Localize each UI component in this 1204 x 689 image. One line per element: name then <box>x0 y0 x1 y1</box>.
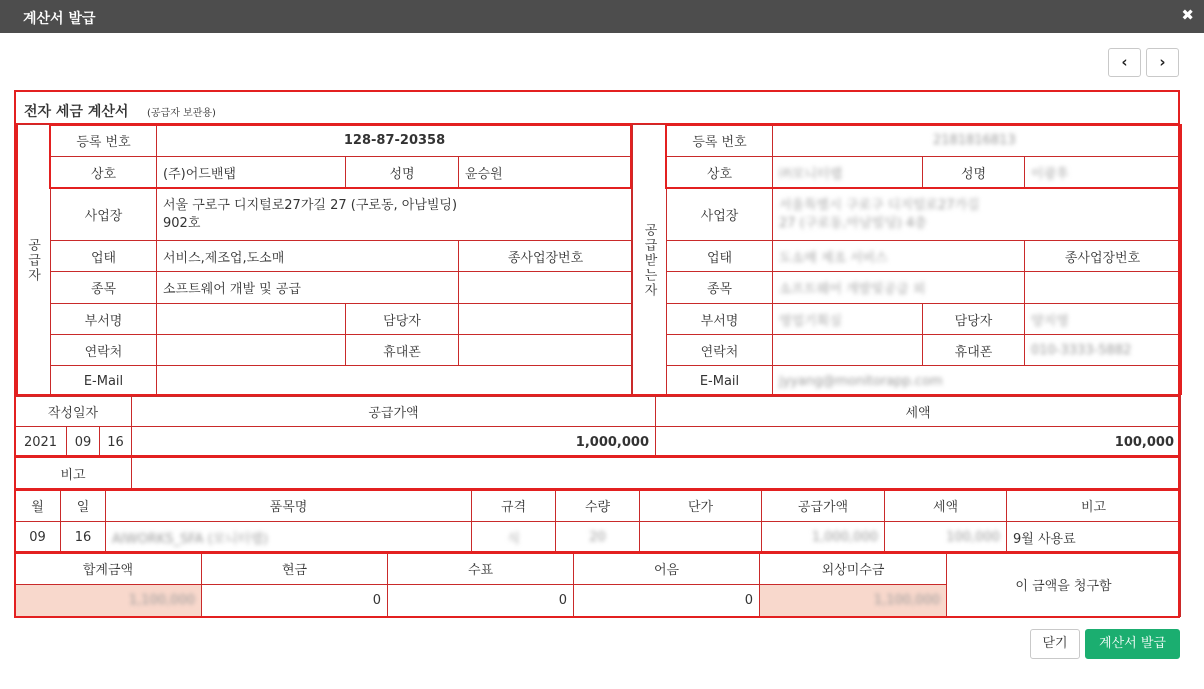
table-row <box>15 522 1181 554</box>
totals-table <box>14 552 1181 617</box>
supplier-contact <box>157 335 346 366</box>
supply-amount: 1,000,000 <box>132 427 656 458</box>
receiver-name-label: 성명 <box>923 157 1025 189</box>
supplier-email <box>157 366 633 397</box>
supplier-mobile <box>459 335 633 366</box>
item-supply: 1,000,000 <box>762 522 885 554</box>
receiver-email-label: E-Mail <box>667 366 773 397</box>
receiver-address-line2: 27 (구로동,아남빌딩) 4층 <box>779 215 927 231</box>
item-day: 16 <box>61 522 106 554</box>
check-amount: 0 <box>388 585 574 617</box>
chevron-right-icon: › <box>1159 53 1166 71</box>
items-header-day: 일 <box>61 490 106 522</box>
note-table <box>14 457 1181 490</box>
receiver-side-label: 공급받는자 <box>632 125 667 397</box>
receiver-address-line1: 서울특별시 구로구 디지털로27가길 <box>779 197 980 213</box>
supplier-address-label: 사업장 <box>51 189 157 241</box>
receiver-manager: 양지영 <box>1025 304 1181 335</box>
promissory-note-amount: 0 <box>574 585 760 617</box>
receiver-branch-no-label: 종사업장번호 <box>1025 241 1181 272</box>
date-day: 16 <box>100 427 132 458</box>
receiver-contact <box>773 335 923 366</box>
receiver-address-label: 사업장 <box>667 189 773 241</box>
supplier-branch-no <box>459 272 633 304</box>
supplier-address-line1: 서울 구로구 디지털로27가길 27 (구로동, 아남빌딩) <box>163 197 458 213</box>
supply-amount-label: 공급가액 <box>132 396 656 427</box>
receiver-email: jyyang@monitorapp.com <box>773 366 1181 397</box>
supplier-company: (주)어드밴탭 <box>157 157 346 189</box>
total-amount-value: 1,100,000 <box>128 593 195 608</box>
tax-amount: 100,000 <box>656 427 1181 458</box>
supplier-address-line2: 902호 <box>163 215 201 231</box>
items-header-spec: 규격 <box>472 490 556 522</box>
receiver-manager-label: 담당자 <box>923 304 1025 335</box>
receiver-reg-no: 2181816813 <box>773 125 1181 157</box>
close-button[interactable]: 닫기 <box>1030 629 1080 659</box>
supplier-contact-label: 연락처 <box>51 335 157 366</box>
items-header-month: 월 <box>15 490 61 522</box>
promissory-note-label: 어음 <box>574 553 760 585</box>
supplier-address <box>157 189 633 241</box>
supplier-name: 윤승원 <box>459 157 633 189</box>
total-label: 합계금액 <box>15 553 202 585</box>
supplier-name-label: 성명 <box>346 157 459 189</box>
receiver-biz-type: 도소매 제조 서비스 <box>773 241 1025 272</box>
supplier-table <box>14 124 633 397</box>
receiver-company-label: 상호 <box>667 157 773 189</box>
item-spec: 식 <box>472 522 556 554</box>
supplier-email-label: E-Mail <box>51 366 157 397</box>
claim-text: 이 금액을 청구함 <box>947 553 1181 617</box>
total-amount <box>15 585 202 617</box>
items-header-unit-price: 단가 <box>640 490 762 522</box>
supplier-biz-item-label: 종목 <box>51 272 157 304</box>
items-header-supply: 공급가액 <box>762 490 885 522</box>
supplier-branch-no-label: 종사업장번호 <box>459 241 633 272</box>
supplier-dept <box>157 304 346 335</box>
invoice-subtitle: (공급자 보관용) <box>147 108 216 119</box>
supplier-dept-label: 부서명 <box>51 304 157 335</box>
items-table <box>14 489 1181 554</box>
receiver-branch-no <box>1025 272 1181 304</box>
items-header-name: 품목명 <box>106 490 472 522</box>
supplier-side-label: 공급자 <box>15 125 51 397</box>
receiver-contact-label: 연락처 <box>667 335 773 366</box>
date-month: 09 <box>67 427 100 458</box>
prev-button[interactable] <box>1108 48 1141 77</box>
receiver-biz-item-label: 종목 <box>667 272 773 304</box>
supplier-company-label: 상호 <box>51 157 157 189</box>
receiver-biz-type-label: 업태 <box>667 241 773 272</box>
receiver-mobile-label: 휴대폰 <box>923 335 1025 366</box>
supplier-manager-label: 담당자 <box>346 304 459 335</box>
supplier-mobile-label: 휴대폰 <box>346 335 459 366</box>
item-month: 09 <box>15 522 61 554</box>
items-header-note: 비고 <box>1007 490 1181 522</box>
items-header-tax: 세액 <box>885 490 1007 522</box>
tax-amount-label: 세액 <box>656 396 1181 427</box>
credit-label: 외상미수금 <box>760 553 947 585</box>
supplier-biz-type-label: 업태 <box>51 241 157 272</box>
item-unit-price <box>640 522 762 554</box>
summary-table <box>14 395 1181 458</box>
receiver-dept-label: 부서명 <box>667 304 773 335</box>
close-icon[interactable]: ✖ <box>1181 6 1194 24</box>
receiver-company: ㈜모니터랩 <box>773 157 923 189</box>
receiver-reg-no-label: 등록 번호 <box>667 125 773 157</box>
credit-amount-value: 1,100,000 <box>873 593 940 608</box>
supplier-biz-item: 소프트웨어 개발 및 공급 <box>157 272 459 304</box>
check-label: 수표 <box>388 553 574 585</box>
dialog-title: 계산서 발급 <box>23 11 96 27</box>
cash-amount: 0 <box>202 585 388 617</box>
items-header-qty: 수량 <box>556 490 640 522</box>
invoice-title: 전자 세금 계산서 <box>24 104 129 120</box>
invoice-header <box>14 90 1180 125</box>
supplier-manager <box>459 304 633 335</box>
note-label: 비고 <box>15 458 132 490</box>
supplier-reg-no-label: 등록 번호 <box>51 125 157 157</box>
receiver-table <box>631 124 1181 397</box>
item-name: AIWORKS_SFA (모니터랩) <box>106 522 472 554</box>
credit-amount <box>760 585 947 617</box>
receiver-name: 이광후 <box>1025 157 1181 189</box>
issue-invoice-button[interactable]: 계산서 발급 <box>1085 629 1180 659</box>
item-qty: 20 <box>556 522 640 554</box>
date-label: 작성일자 <box>15 396 132 427</box>
dialog-titlebar <box>0 0 1204 33</box>
cash-label: 현금 <box>202 553 388 585</box>
supplier-reg-no: 128-87-20358 <box>157 125 633 157</box>
note-value <box>132 458 1181 490</box>
chevron-left-icon: ‹ <box>1121 53 1128 71</box>
item-tax: 100,000 <box>885 522 1007 554</box>
receiver-mobile: 010-3333-5882 <box>1025 335 1181 366</box>
receiver-address <box>773 189 1181 241</box>
next-button[interactable] <box>1146 48 1179 77</box>
receiver-biz-item: 소프트웨어 개발및공급 외 <box>773 272 1025 304</box>
item-note: 9월 사용료 <box>1007 522 1181 554</box>
date-year: 2021 <box>15 427 67 458</box>
receiver-dept: 영업기획실 <box>773 304 923 335</box>
supplier-biz-type: 서비스,제조업,도소매 <box>157 241 459 272</box>
